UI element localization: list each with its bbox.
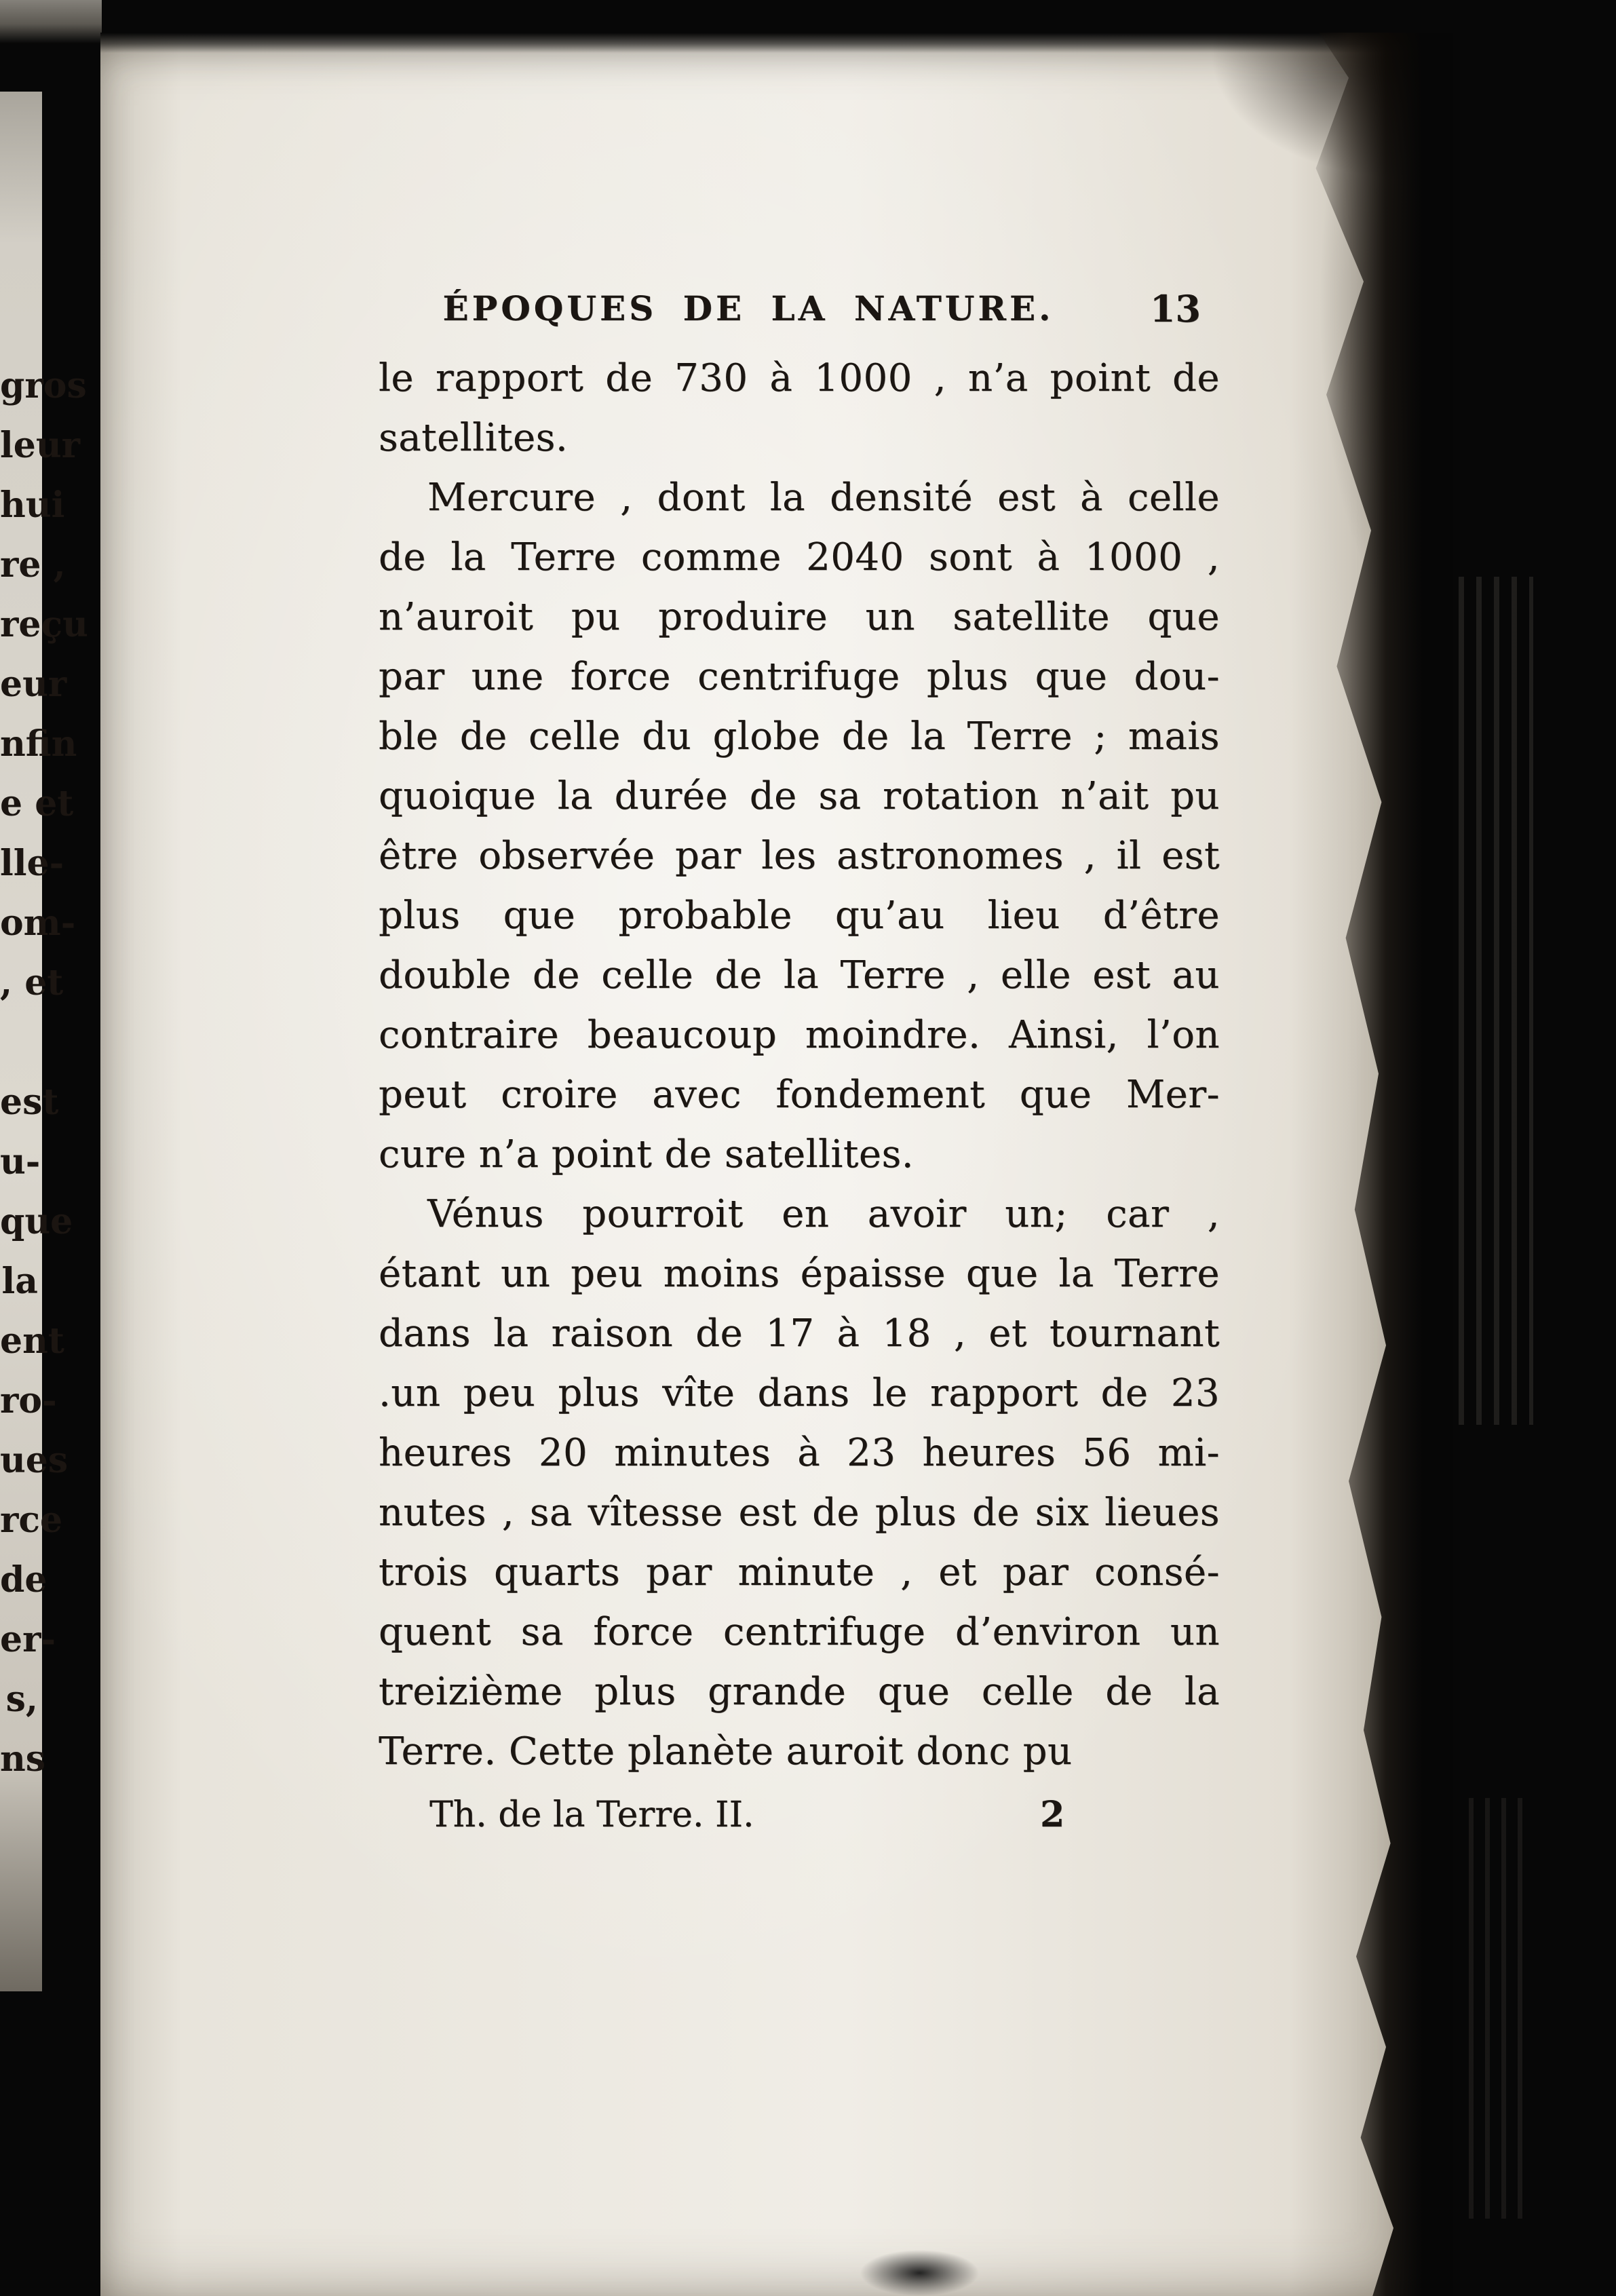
body-text-line: .un peu plus vîte dans le rapport de 23: [379, 1371, 1220, 1415]
scan-streaks: [1459, 577, 1533, 1425]
text-column: [379, 33, 1220, 2296]
facing-page-text-fragment: er-: [0, 1619, 56, 1660]
body-text: [379, 349, 1220, 1782]
scan-corner-noise: [0, 0, 102, 43]
body-text-line: le rapport de 730 à 1000 , n’a point de: [379, 356, 1220, 400]
facing-page-text-fragment: s,: [5, 1679, 38, 1720]
body-text-line: quoique la durée de sa rotation n’ait pu: [379, 774, 1220, 818]
facing-page-text-fragment: om-: [0, 902, 76, 944]
facing-page-text-fragment: reçu: [0, 604, 88, 645]
body-text-line: Terre. Cette planète auroit donc pu: [379, 1729, 1073, 1774]
page-header: [379, 285, 1220, 332]
body-text-line: plus que probable qu’au lieu d’être: [379, 894, 1220, 938]
facing-page-text-fragment: gros: [0, 365, 87, 406]
facing-page-text-fragment: est: [0, 1082, 59, 1123]
body-text-line: quent sa force centrifuge d’environ un: [379, 1610, 1220, 1654]
body-text-line: être observée par les astronomes , il est: [379, 834, 1220, 878]
facing-page-text-fragment: ns: [0, 1738, 46, 1780]
body-text-line: dans la raison de 17 à 18 , et tournant: [379, 1312, 1220, 1356]
facing-page-text-fragment: rce: [0, 1499, 63, 1541]
facing-page-text-fragment: e et: [0, 783, 74, 824]
running-header: ÉPOQUES DE LA NATURE.: [442, 288, 1054, 328]
book-page: [100, 33, 1452, 2296]
facing-page-text-fragment: ues: [0, 1440, 69, 1481]
body-text-line: Mercure , dont la densité est à celle: [427, 476, 1220, 520]
body-text-line: double de celle de la Terre , elle est au: [379, 953, 1220, 997]
facing-page-text-fragment: que: [0, 1201, 73, 1242]
facing-page-edge: [0, 92, 88, 1991]
facing-page-text-fragment: nfin: [0, 723, 77, 765]
body-text-line: treizième plus grande que celle de la: [379, 1670, 1220, 1714]
facing-page-text-fragment: lle-: [0, 843, 64, 884]
body-text-line: nutes , sa vîtesse est de plus de six lieues: [379, 1491, 1220, 1535]
scan-streaks: [1469, 1798, 1530, 2219]
body-text-line: ble de celle du globe de la Terre ; mais: [379, 714, 1220, 759]
facing-page-text-fragment: leur: [0, 425, 81, 466]
facing-page-text-fragment: ro-: [0, 1380, 57, 1421]
body-text-line: par une force centrifuge plus que dou-: [379, 655, 1220, 699]
signature-line: Th. de la Terre. II.: [429, 1795, 754, 1835]
facing-page-text-fragment: [0, 1013, 42, 1073]
sheet-number: 2: [1040, 1794, 1065, 1835]
facing-page-text-fragment: de: [0, 1559, 47, 1601]
body-text-line: étant un peu moins épaisse que la Terre: [379, 1252, 1220, 1296]
torn-edge-right: [1304, 33, 1453, 2296]
page-footer: [379, 1791, 1220, 1839]
facing-page-text-fragment: , et: [0, 962, 64, 1003]
body-text-line: cure n’a point de satellites.: [379, 1132, 915, 1176]
facing-page-text-fragment: hui: [0, 484, 65, 526]
body-text-line: n’auroit pu produire un satellite que: [379, 595, 1220, 639]
body-text-line: trois quarts par minute , et par consé-: [379, 1550, 1220, 1594]
facing-page-text-fragment: u-: [0, 1141, 41, 1183]
facing-page-text-fragment: la: [1, 1261, 38, 1302]
facing-page-text-fragment: ent: [0, 1320, 64, 1362]
scan-smudge: [860, 2250, 979, 2296]
facing-page-text-fragment: eur: [0, 664, 67, 705]
body-text-line: satellites.: [379, 416, 569, 460]
body-text-line: peut croire avec fondement que Mer-: [379, 1073, 1220, 1117]
body-text-line: de la Terre comme 2040 sont à 1000 ,: [379, 535, 1220, 579]
body-text-line: contraire beaucoup moindre. Ainsi, l’on: [379, 1013, 1220, 1057]
body-text-line: heures 20 minutes à 23 heures 56 mi-: [379, 1431, 1220, 1475]
page-number: 13: [1149, 287, 1201, 330]
facing-page-text-fragment: re ,: [0, 544, 66, 586]
facing-page-fragments: [0, 92, 88, 1789]
body-text-line: Vénus pourroit en avoir un; car ,: [427, 1192, 1220, 1236]
